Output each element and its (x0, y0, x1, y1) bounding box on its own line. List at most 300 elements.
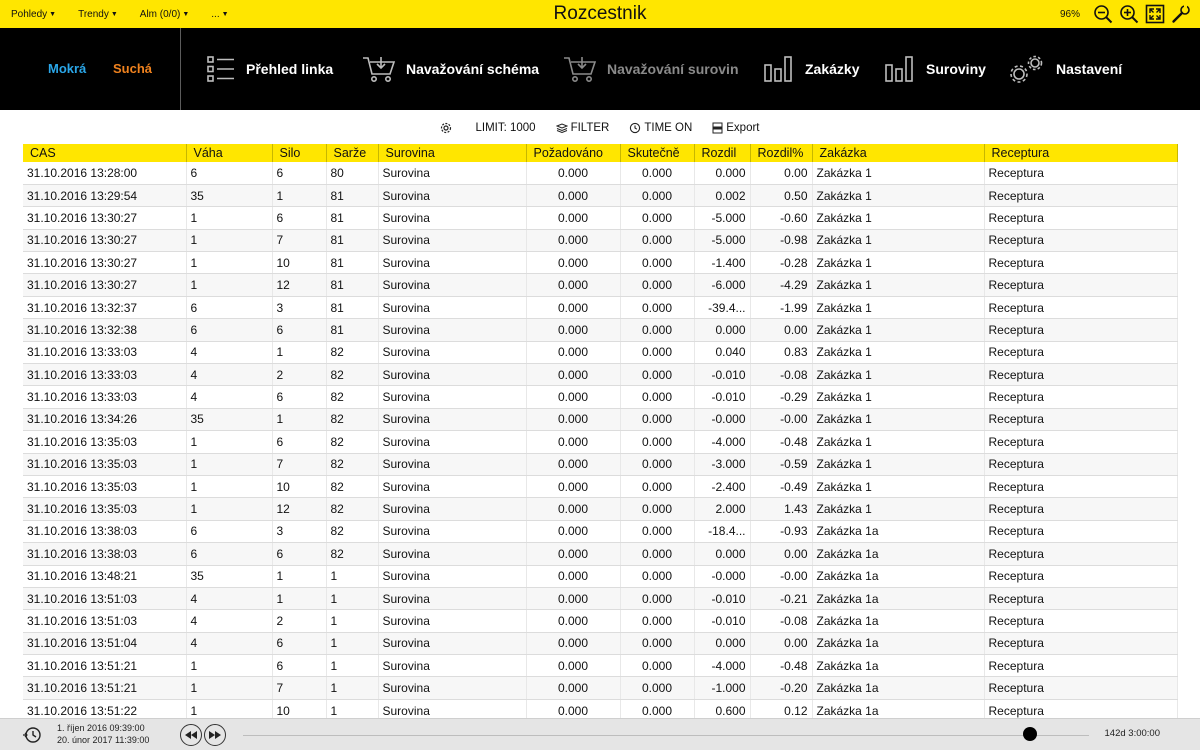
cell-receptura: Receptura (984, 162, 1177, 184)
cell-zakazka: Zakázka 1 (812, 341, 984, 363)
cell-cas: 31.10.2016 13:35:03 (23, 498, 186, 520)
cell-silo: 6 (272, 207, 326, 229)
cell-skutecne: 0.000 (620, 274, 694, 296)
table-row[interactable] (23, 364, 1177, 386)
cell-cas: 31.10.2016 13:38:03 (23, 543, 186, 565)
cell-vaha: 4 (186, 632, 272, 654)
timeline-slider-handle[interactable] (1023, 727, 1037, 741)
cell-rozdil-pct: -0.00 (750, 565, 812, 587)
cell-zakazka: Zakázka 1 (812, 252, 984, 274)
table-row[interactable] (23, 319, 1177, 341)
cell-zakazka: Zakázka 1 (812, 162, 984, 184)
cell-cas: 31.10.2016 13:29:54 (23, 184, 186, 206)
cell-pozadovano: 0.000 (526, 677, 620, 699)
cell-zakazka: Zakázka 1a (812, 655, 984, 677)
cell-receptura: Receptura (984, 632, 1177, 654)
cell-vaha: 1 (186, 207, 272, 229)
column-header-vaha[interactable]: Váha (186, 144, 272, 162)
cell-pozadovano: 0.000 (526, 207, 620, 229)
cell-sarze: 82 (326, 520, 378, 542)
cell-rozdil-pct: -0.49 (750, 475, 812, 497)
bar-chart-icon (763, 55, 795, 83)
gear-icon (440, 122, 452, 134)
gears-icon (1008, 53, 1046, 85)
cell-rozdil: 0.000 (694, 162, 750, 184)
cell-pozadovano: 0.000 (526, 587, 620, 609)
table-row[interactable] (23, 632, 1177, 654)
cell-skutecne: 0.000 (620, 162, 694, 184)
cell-zakazka: Zakázka 1a (812, 543, 984, 565)
cell-rozdil-pct: 0.12 (750, 699, 812, 721)
range-end: 20. únor 2017 11:39:00 (57, 735, 150, 745)
cell-vaha: 35 (186, 184, 272, 206)
menu-trendy[interactable] (78, 9, 118, 20)
table-row[interactable] (23, 543, 1177, 565)
cell-rozdil: -0.000 (694, 565, 750, 587)
cell-skutecne: 0.000 (620, 341, 694, 363)
cell-rozdil: -0.010 (694, 610, 750, 632)
rewind-button[interactable] (180, 724, 202, 746)
table-row[interactable] (23, 386, 1177, 408)
cell-receptura: Receptura (984, 207, 1177, 229)
cell-zakazka: Zakázka 1 (812, 431, 984, 453)
wrench-icon[interactable] (1170, 3, 1192, 25)
mode-wet-tab[interactable]: Mokrá (48, 61, 87, 76)
cell-vaha: 4 (186, 587, 272, 609)
cell-cas: 31.10.2016 13:48:21 (23, 565, 186, 587)
cell-pozadovano: 0.000 (526, 520, 620, 542)
cell-sarze: 81 (326, 296, 378, 318)
cell-receptura: Receptura (984, 699, 1177, 721)
cell-receptura: Receptura (984, 408, 1177, 430)
cell-rozdil-pct: -0.08 (750, 610, 812, 632)
cell-rozdil-pct: -0.59 (750, 453, 812, 475)
column-header-cas[interactable]: CAS (23, 144, 186, 162)
cell-pozadovano: 0.000 (526, 632, 620, 654)
nav-prehled-linka[interactable] (206, 28, 333, 110)
cell-cas: 31.10.2016 13:35:03 (23, 475, 186, 497)
cell-sarze: 82 (326, 453, 378, 475)
page-title: Rozcestnik (553, 3, 647, 24)
cell-rozdil: 0.000 (694, 543, 750, 565)
table-row[interactable] (23, 453, 1177, 475)
cell-cas: 31.10.2016 13:28:00 (23, 162, 186, 184)
history-clock-icon[interactable] (22, 726, 42, 749)
cell-vaha: 4 (186, 341, 272, 363)
cell-rozdil: -18.4... (694, 520, 750, 542)
cell-vaha: 6 (186, 520, 272, 542)
fit-screen-icon[interactable] (1144, 3, 1166, 25)
cell-pozadovano: 0.000 (526, 252, 620, 274)
cell-silo: 6 (272, 632, 326, 654)
cell-silo: 3 (272, 296, 326, 318)
cell-surovina: Surovina (378, 274, 526, 296)
cell-surovina: Surovina (378, 207, 526, 229)
zoom-in-icon[interactable] (1118, 3, 1140, 25)
cell-pozadovano: 0.000 (526, 475, 620, 497)
cell-pozadovano: 0.000 (526, 699, 620, 721)
filter-button[interactable] (556, 122, 610, 134)
table-row[interactable] (23, 162, 1177, 184)
cell-zakazka: Zakázka 1 (812, 229, 984, 251)
table-row[interactable] (23, 252, 1177, 274)
cell-vaha: 6 (186, 543, 272, 565)
cell-vaha: 6 (186, 296, 272, 318)
caret-down-icon: ▼ (49, 10, 57, 18)
cell-cas: 31.10.2016 13:32:37 (23, 296, 186, 318)
cell-receptura: Receptura (984, 274, 1177, 296)
cell-rozdil: -3.000 (694, 453, 750, 475)
cell-surovina: Surovina (378, 632, 526, 654)
cell-surovina: Surovina (378, 520, 526, 542)
cell-rozdil-pct: -0.60 (750, 207, 812, 229)
cell-silo: 10 (272, 252, 326, 274)
cell-silo: 7 (272, 677, 326, 699)
cell-vaha: 1 (186, 252, 272, 274)
cell-receptura: Receptura (984, 364, 1177, 386)
table-row[interactable] (23, 565, 1177, 587)
column-header-skutecne[interactable]: Skutečně (620, 144, 694, 162)
nav-label: Přehled linka (246, 61, 334, 77)
cell-silo: 1 (272, 408, 326, 430)
cell-silo: 6 (272, 543, 326, 565)
cell-skutecne: 0.000 (620, 296, 694, 318)
cell-rozdil: 0.000 (694, 319, 750, 341)
zoom-level: 96% (1059, 8, 1080, 20)
cell-surovina: Surovina (378, 252, 526, 274)
cell-cas: 31.10.2016 13:30:27 (23, 252, 186, 274)
cell-rozdil: -0.010 (694, 386, 750, 408)
cell-rozdil: -4.000 (694, 655, 750, 677)
cell-surovina: Surovina (378, 610, 526, 632)
cell-cas: 31.10.2016 13:51:21 (23, 655, 186, 677)
cell-rozdil-pct: -0.48 (750, 655, 812, 677)
cell-receptura: Receptura (984, 341, 1177, 363)
cell-zakazka: Zakázka 1 (812, 274, 984, 296)
data-table (23, 144, 1178, 722)
cell-zakazka: Zakázka 1a (812, 520, 984, 542)
cell-skutecne: 0.000 (620, 364, 694, 386)
cell-sarze: 1 (326, 677, 378, 699)
timeline-slider-track[interactable] (243, 735, 1089, 736)
cell-rozdil: -2.400 (694, 475, 750, 497)
cell-pozadovano: 0.000 (526, 408, 620, 430)
cell-receptura: Receptura (984, 431, 1177, 453)
cell-surovina: Surovina (378, 543, 526, 565)
table-row[interactable] (23, 475, 1177, 497)
nav-label: Navažování surovin (607, 61, 739, 77)
time-range (57, 722, 149, 746)
cell-rozdil: 0.000 (694, 632, 750, 654)
cell-silo: 6 (272, 431, 326, 453)
caret-down-icon: ▼ (110, 10, 118, 18)
cell-vaha: 1 (186, 274, 272, 296)
cell-sarze: 82 (326, 341, 378, 363)
cell-sarze: 1 (326, 655, 378, 677)
table-toolbar (0, 118, 1200, 138)
cell-rozdil: -4.000 (694, 431, 750, 453)
cell-skutecne: 0.000 (620, 655, 694, 677)
rewind-icon (184, 730, 198, 740)
cell-rozdil: -6.000 (694, 274, 750, 296)
cell-cas: 31.10.2016 13:35:03 (23, 453, 186, 475)
cell-surovina: Surovina (378, 408, 526, 430)
cell-skutecne: 0.000 (620, 610, 694, 632)
cell-surovina: Surovina (378, 677, 526, 699)
cell-sarze: 82 (326, 498, 378, 520)
cell-cas: 31.10.2016 13:30:27 (23, 274, 186, 296)
cell-receptura: Receptura (984, 319, 1177, 341)
table-row[interactable] (23, 229, 1177, 251)
cell-surovina: Surovina (378, 341, 526, 363)
cell-cas: 31.10.2016 13:51:03 (23, 610, 186, 632)
cell-receptura: Receptura (984, 587, 1177, 609)
cell-surovina: Surovina (378, 431, 526, 453)
cell-pozadovano: 0.000 (526, 184, 620, 206)
table-row[interactable] (23, 207, 1177, 229)
cell-pozadovano: 0.000 (526, 655, 620, 677)
list-icon (206, 55, 236, 83)
cell-sarze: 82 (326, 408, 378, 430)
cell-rozdil: -0.010 (694, 364, 750, 386)
cell-receptura: Receptura (984, 386, 1177, 408)
cell-silo: 12 (272, 498, 326, 520)
column-header-sarze[interactable]: Sarže (326, 144, 378, 162)
cell-sarze: 81 (326, 252, 378, 274)
cell-silo: 3 (272, 520, 326, 542)
cell-pozadovano: 0.000 (526, 319, 620, 341)
caret-down-icon: ▼ (182, 10, 190, 18)
cell-sarze: 82 (326, 364, 378, 386)
table-row[interactable] (23, 610, 1177, 632)
column-header-rozdil-pct[interactable]: Rozdil% (750, 144, 812, 162)
cell-rozdil-pct: 0.50 (750, 184, 812, 206)
table-row[interactable] (23, 274, 1177, 296)
cell-pozadovano: 0.000 (526, 498, 620, 520)
cell-receptura: Receptura (984, 296, 1177, 318)
cell-surovina: Surovina (378, 296, 526, 318)
cell-zakazka: Zakázka 1a (812, 632, 984, 654)
cell-rozdil-pct: 0.00 (750, 319, 812, 341)
cell-silo: 1 (272, 341, 326, 363)
column-header-pozadovano[interactable]: Požadováno (526, 144, 620, 162)
cell-zakazka: Zakázka 1 (812, 319, 984, 341)
cell-rozdil-pct: -0.00 (750, 408, 812, 430)
table-row[interactable] (23, 655, 1177, 677)
cell-surovina: Surovina (378, 453, 526, 475)
cell-receptura: Receptura (984, 520, 1177, 542)
cell-silo: 10 (272, 699, 326, 721)
menu-label: ... (211, 8, 220, 20)
cell-sarze: 80 (326, 162, 378, 184)
table-row[interactable] (23, 408, 1177, 430)
cell-silo: 7 (272, 229, 326, 251)
cell-rozdil-pct: -0.29 (750, 386, 812, 408)
cell-vaha: 1 (186, 229, 272, 251)
menu-alarms[interactable] (140, 9, 190, 20)
cell-surovina: Surovina (378, 229, 526, 251)
cell-rozdil: -1.400 (694, 252, 750, 274)
cell-silo: 1 (272, 565, 326, 587)
cell-rozdil-pct: -0.93 (750, 520, 812, 542)
cell-silo: 6 (272, 162, 326, 184)
table-row[interactable] (23, 520, 1177, 542)
column-header-rozdil[interactable]: Rozdil (694, 144, 750, 162)
cell-sarze: 1 (326, 565, 378, 587)
cell-silo: 10 (272, 475, 326, 497)
cell-rozdil: -0.010 (694, 587, 750, 609)
cell-rozdil-pct: -0.20 (750, 677, 812, 699)
cell-surovina: Surovina (378, 475, 526, 497)
cell-cas: 31.10.2016 13:30:27 (23, 207, 186, 229)
cell-cas: 31.10.2016 13:51:22 (23, 699, 186, 721)
timeline-navigation (180, 724, 228, 746)
cell-surovina: Surovina (378, 162, 526, 184)
nav-navazovani-schema[interactable] (362, 28, 539, 110)
table-row[interactable] (23, 677, 1177, 699)
cell-cas: 31.10.2016 13:51:21 (23, 677, 186, 699)
cell-zakazka: Zakázka 1 (812, 184, 984, 206)
cell-receptura: Receptura (984, 610, 1177, 632)
table-row[interactable] (23, 184, 1177, 206)
csv-file-icon (712, 122, 723, 134)
table-row[interactable] (23, 498, 1177, 520)
history-icon (629, 122, 641, 134)
cell-skutecne: 0.000 (620, 632, 694, 654)
nav-label: Nastavení (1056, 61, 1123, 77)
cell-cas: 31.10.2016 13:32:38 (23, 319, 186, 341)
menu-label: Alm (0/0) (139, 8, 181, 20)
export-button[interactable] (712, 122, 759, 134)
limit-button[interactable] (475, 122, 535, 134)
cell-zakazka: Zakázka 1a (812, 587, 984, 609)
cell-silo: 1 (272, 587, 326, 609)
cell-skutecne: 0.000 (620, 520, 694, 542)
table-row[interactable] (23, 431, 1177, 453)
cell-silo: 1 (272, 184, 326, 206)
nav-nastaveni[interactable] (1008, 28, 1122, 110)
cell-sarze: 1 (326, 699, 378, 721)
cell-sarze: 81 (326, 319, 378, 341)
cell-skutecne: 0.000 (620, 207, 694, 229)
cell-rozdil: 2.000 (694, 498, 750, 520)
menu-label: Pohledy (11, 8, 48, 20)
cell-zakazka: Zakázka 1 (812, 364, 984, 386)
cell-rozdil-pct: -0.28 (750, 252, 812, 274)
nav-zakazky[interactable] (763, 28, 859, 110)
cell-sarze: 82 (326, 386, 378, 408)
cell-vaha: 4 (186, 610, 272, 632)
cell-pozadovano: 0.000 (526, 229, 620, 251)
cell-cas: 31.10.2016 13:38:03 (23, 520, 186, 542)
cell-pozadovano: 0.000 (526, 274, 620, 296)
cell-surovina: Surovina (378, 565, 526, 587)
cell-vaha: 1 (186, 655, 272, 677)
cell-zakazka: Zakázka 1 (812, 498, 984, 520)
table-header (23, 144, 1177, 162)
cell-skutecne: 0.000 (620, 229, 694, 251)
cell-zakazka: Zakázka 1 (812, 207, 984, 229)
cell-zakazka: Zakázka 1 (812, 296, 984, 318)
cell-cas: 31.10.2016 13:51:03 (23, 587, 186, 609)
table-body (23, 162, 1177, 722)
zoom-controls (1060, 0, 1192, 28)
nav-label: Zakázky (805, 61, 860, 77)
cell-rozdil: 0.002 (694, 184, 750, 206)
nav-label: Suroviny (926, 61, 986, 77)
column-header-surovina[interactable]: Surovina (378, 144, 526, 162)
cart-icon (362, 54, 396, 84)
table-row[interactable] (23, 587, 1177, 609)
cell-vaha: 1 (186, 475, 272, 497)
column-header-zakazka[interactable]: Zakázka (812, 144, 984, 162)
nav-navazovani-surovin[interactable] (563, 28, 739, 110)
cell-skutecne: 0.000 (620, 699, 694, 721)
cell-cas: 31.10.2016 13:33:03 (23, 341, 186, 363)
cell-zakazka: Zakázka 1a (812, 699, 984, 721)
cell-skutecne: 0.000 (620, 543, 694, 565)
column-header-receptura[interactable]: Receptura (984, 144, 1177, 162)
cell-vaha: 4 (186, 386, 272, 408)
cell-receptura: Receptura (984, 655, 1177, 677)
nav-label: Navažování schéma (406, 61, 540, 77)
cell-rozdil: 0.600 (694, 699, 750, 721)
cell-zakazka: Zakázka 1a (812, 565, 984, 587)
table-row[interactable] (23, 296, 1177, 318)
cell-surovina: Surovina (378, 655, 526, 677)
cell-silo: 6 (272, 319, 326, 341)
settings-button[interactable] (440, 122, 455, 134)
column-header-silo[interactable]: Silo (272, 144, 326, 162)
cell-surovina: Surovina (378, 319, 526, 341)
nav-suroviny[interactable] (884, 28, 986, 110)
cell-skutecne: 0.000 (620, 453, 694, 475)
menu-pohledy[interactable] (11, 9, 56, 20)
table-row[interactable] (23, 341, 1177, 363)
cell-rozdil: -5.000 (694, 229, 750, 251)
fast-forward-button[interactable] (204, 724, 226, 746)
cell-zakazka: Zakázka 1 (812, 453, 984, 475)
zoom-out-icon[interactable] (1092, 3, 1114, 25)
cell-pozadovano: 0.000 (526, 341, 620, 363)
menu-more[interactable] (211, 9, 228, 20)
cell-rozdil-pct: -0.98 (750, 229, 812, 251)
cell-skutecne: 0.000 (620, 252, 694, 274)
cell-zakazka: Zakázka 1a (812, 610, 984, 632)
cell-zakazka: Zakázka 1 (812, 408, 984, 430)
cell-silo: 2 (272, 610, 326, 632)
cell-skutecne: 0.000 (620, 498, 694, 520)
cell-rozdil-pct: 0.83 (750, 341, 812, 363)
cell-cas: 31.10.2016 13:30:27 (23, 229, 186, 251)
cell-skutecne: 0.000 (620, 319, 694, 341)
time-toggle-button[interactable] (629, 122, 692, 134)
cell-rozdil: -1.000 (694, 677, 750, 699)
cell-pozadovano: 0.000 (526, 543, 620, 565)
time-label: TIME ON (644, 122, 693, 134)
cell-vaha: 35 (186, 408, 272, 430)
cell-sarze: 81 (326, 207, 378, 229)
cell-cas: 31.10.2016 13:33:03 (23, 364, 186, 386)
mode-dry-tab[interactable]: Suchá (113, 61, 153, 76)
cell-sarze: 1 (326, 632, 378, 654)
cell-skutecne: 0.000 (620, 431, 694, 453)
cart-icon (563, 54, 597, 84)
cell-receptura: Receptura (984, 184, 1177, 206)
cell-rozdil-pct: 0.00 (750, 632, 812, 654)
export-label: Export (726, 122, 760, 134)
cell-vaha: 6 (186, 162, 272, 184)
